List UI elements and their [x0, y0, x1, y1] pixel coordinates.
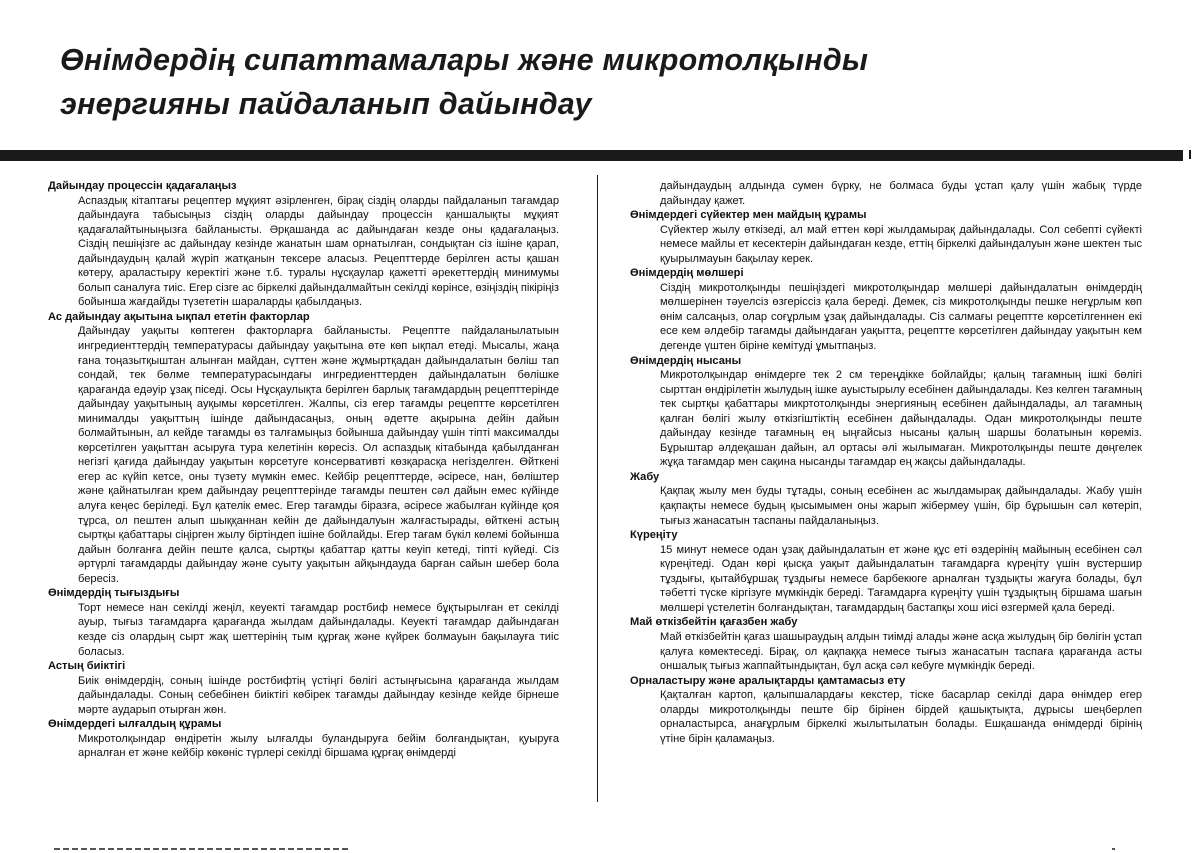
section-body-quantity: Сіздің микротолқынды пешіңіздегі микротолқындар мөлшері дайындалатын өнімдердің мөлшерінен тәуелсіз өзгеріссіз қала береді. Демек, сіз микротолқынды пешке неғұрлым көп өнім салсаңыз, олар соғұрлым ұзақ дайындалады. Сіз салмағы рецептте көрсетілгеннен екі есе кем әлдебір тағамды дайындаған уақытта, рецептте көрсетілген дайындау уақытын кем дегенде үштен біріне кемітуді ұмытпаңыз. [660, 281, 1142, 353]
footer-mark [1112, 848, 1115, 850]
section-heading-monitoring: Дайындау процессін қадағалаңыз [48, 180, 237, 192]
section-body-arrangement: Қақталған картоп, қалыпшалардағы кекстер, тіске басарлар секілді дара өнімдер егер оларды микротолқынды пеште бір бірінен бірдей қашықтықта, дұрысы шеңберлеп орналастырса, анағұрлым біркелкі жылытылатын болады. Ешқашанда өнімдерді бірінің үтіне бірін қаламаңыз. [660, 689, 1142, 745]
section-heading-density: Өнімдердің тығыздығы [48, 587, 180, 600]
section-body-covering: Қақпақ жылу мен буды тұтады, соның есебінен ас жылдамырақ дайындалады. Жабу үшін қақпақты немесе будың қысымымен оны жарып жібермеу үшін, бір бұрышын сәл көтеріп, тығыз жанасатын таспаны пайдаланыңыз. [660, 485, 1142, 527]
right-column [630, 179, 1142, 746]
section-heading-height: Астың биіктігі [48, 660, 126, 673]
section-heading-wax-paper: Май өткізбейтін қағазбен жабу [630, 616, 798, 629]
header-rule-tick [1189, 150, 1191, 159]
header-rule [0, 150, 1183, 161]
section-heading-browning: Күреңіту [630, 529, 678, 542]
left-column [48, 179, 559, 761]
section-heading-covering: Жабу [630, 470, 660, 483]
section-heading-arrangement: Орналастыру және аралықтарды қамтамасыз ету [630, 674, 906, 687]
page-title-line2: энергияны пайдаланып дайындау [60, 87, 592, 121]
section-body-shape: Микротолқындар өнімдерге тек 2 см тереңдікке бойлайды; қалың тағамның ішкі бөлігі сырттан өндірілетін жылудың ішке ауыстырылу есебінен дайындалады. Кез келген тағамның тек сыртқы қабаттары микртотолқынды энергияның есебінен дайындалады, ал тағамның қалған бөлігі жылу өткізгіштіктің есебінен дайындалады. Одан микротолқынды пеште дайындау кезінде тағамның ең ыңғайсыз нысаны қалың шаршы болатынын көреміз. Бұрыштар әлдеқашан дайын, ал ортасы әлі жылымаған. Микротолқынды пеште дөңгелек жұқа тағамдар мен сақина нысанды тағамдар ең жақсы дайындалады. [660, 369, 1142, 469]
section-body-moisture-continued: дайындаудың алдында сумен бүрку, не болмаса буды ұстап қалу үшін жабық түрде дайындау қажет. [660, 180, 1142, 207]
section-body-height: Биік өнімдердің, соның ішінде ростбифтің үстіңгі бөлігі астыңғысына қарағанда жылдам дайындалады. Соның себебінен биіктігі көбірек тағамды дайындау кезінде кейде бірнеше мәрте аударып отырған жөн. [78, 674, 559, 716]
column-divider [597, 175, 598, 802]
section-body-bones-fat: Сүйектер жылу өткізеді, ал май еттен көрі жылдамырақ дайындалады. Сол себепті сүйекті немесе майлы ет кесектерін дайындаған кезде, еттің біркелкі дайындалуын және шектен тыс қуырылмауын бақылау керек. [660, 223, 1142, 265]
section-heading-moisture: Өнімдердегі ылғалдың құрамы [48, 718, 222, 731]
section-body-density: Торт немесе нан секілді жеңіл, кеуекті тағамдар ростбиф немесе бұқтырылған ет секілді ауыр, тығыз тағамдарға қарағанда жылдам дайындалады. Кеуекті тағамдар дайындаған кезде сіз олардың сырт жақ шеттерінің тым құрғақ және күйрек болмауын бақылауға тиіс боласыз. [78, 601, 559, 658]
section-body-time-factors: Дайындау уақыты көптеген факторларға байланысты. Рецептте пайдаланылатыын ингредиенттердің температурасы дайындау уақытына өте көп ықпал етеді. Мысалы, жаңа ғана тоңазытқыштан алынған майдан, сүттен және жұмыртқадан дайындалатын бөліш тап сондай, тек бөлме температурасындағы ингредиенттерден дайындалатын бөлішке қарағанда едәуір ұзақ піседі. Осы Нұсқаулықта берілген барлық тағамдардың рецепттерінде дайындау уақытының ауқымы көрсетілген. Жалпы, сіз егер тағамды рецептте көрсетілген минималды уақыттың ішінде дайындасаңыз, оның әдетте ақырына дейін дайын болмайтынын, ал кейде тағамды өз талғамыңыз бойынша дайындау үшін тіпті максималды көрсетілген уақыттан асыруға тура келетінін көресіз. Ол аспаздық кітабында қабылданған негізгі қағида дайындау уақытын көрсетуге консервативті көзқарасқа негізделген. Өйткені егер ас күйіп кетсе, оны түзету мүмкін емес. Кейбір рецепттерде, әсіресе, нан, бөліштер және қайнатылған крем дайындау рецепттерінде тағамды пештен сәл дайын емес күйінде алуға кеңес беріледі. Бұл қателік емес. Егер тағамды біразға, әсіресе жабылған күйінде қоя тұрса, ол пештен алып шыққаннан кейін де дайындалуын жалғастырады, өйткені астың сыртқы қабаттары сіңірген жылу біртіндеп ішіне бойлайды. Егер тағам бүкіл көлемі бойынша дайын болғанға дейін пеште қалса, сыртқы қабаттар қатты кеуіп кетеді, тіпті күйеді. Сіз әртүрлі тағамдарды дайындау және суыту уақытын айқындауда барған сайын шебер бола бересіз. [78, 325, 559, 585]
footer-bar [54, 848, 350, 850]
section-body-browning: 15 минут немесе одан ұзақ дайындалатын ет және құс еті өздерінің майының есебінен сәл күреңітеді. Одан көрі қысқа уақыт дайындалатын тағамдарға күреңіту үшін вустершир тұздығы, қытайбұршақ тұздығы немесе барбекюге арналған тұздықты жағуға болады, бұл тәбетті түске кіргізуге мүмкіндік береді. Тағамдарға күреңіту үшін тұздықтың біршама шағын мөлшері үстелетін болғандықтан, тағамдардың бастапқы хош иісі өзгермей қала береді. [660, 543, 1142, 614]
section-body-wax-paper: Май өткізбейтін қағаз шашыраудың алдын тиімді алады және асқа жылудың бір бөлігін ұстап қалуға көмектеседі. Бірақ, ол қақпаққа немесе тығыз жанасатын таспаға қарағанда асты оншалық тығыз жаппайтындықтан, бұл асқа сәл кебуге мүмкіндік береді. [660, 630, 1142, 673]
section-heading-bones-fat: Өнімдердегі сүйектер мен майдың құрамы [630, 209, 867, 222]
section-body-monitoring: Аспаздық кітаптағы рецептер мұқият әзірленген, бірақ сіздің оларды пайдаланып тағамдар дайындауға табысыңыз сіздің оларды дайындау процессін қаншалықты мұқият қадағалайтыныңызға байланысты. Әрқашанда ас дайындаған кезде оны қадағалаңыз. Сіздің пешіңізге ас дайындау кезінде жанатын шам орнатылған, сондықтан сіз ішіне қарап, дайындаудың қалай жүріп жатқанын тексере аласыз. Рецепттерде берілген асты қашан көтеру, араластыру керектігі және т.б. туралы нұсқаулар қажетті әрекеттердің минимумы болып саналуға тиіс. Егер сізге ас біркелкі дайындалмайтын секілді көрінсе, өзіңіздің пікіріңіз бойынша жағдайды түзететін шараларды қабылдаңыз. [78, 194, 559, 309]
section-heading-time-factors: Ас дайындау ақытына ықпал ететін факторлар [48, 310, 310, 323]
page-title [60, 38, 1160, 126]
section-body-moisture: Микротолқындар өндіретін жылу ылғалды буландыруға бейім болғандықтан, қуыруға арналған ет және кейбір көкөніс түрлері секілді біршама құрғақ өнімдерді [78, 732, 559, 760]
section-heading-quantity: Өнімдердің мөлшері [630, 267, 744, 280]
section-heading-shape: Өнімдердің нысаны [630, 354, 742, 367]
page-title-line1: Өнімдердің сипаттамалары және микротолқынды [60, 43, 869, 77]
